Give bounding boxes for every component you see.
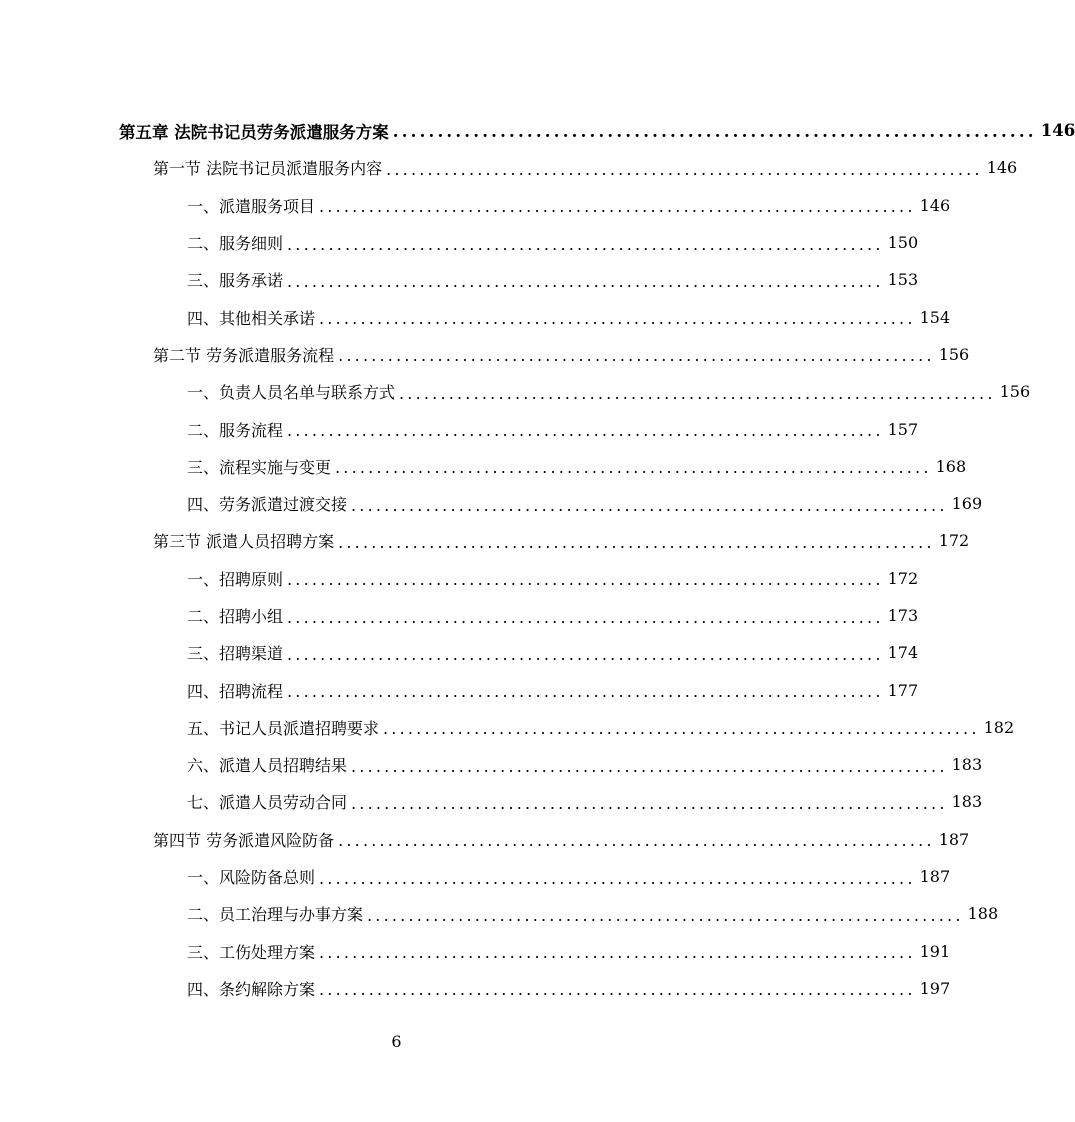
toc-entry-page: 172	[887, 568, 919, 588]
toc-entry-item[interactable]	[0, 373, 1031, 410]
toc-entry-item[interactable]	[0, 858, 951, 895]
toc-entry-page: 168	[935, 456, 967, 476]
toc-entry-label: 七、派遣人员劳动合同	[187, 793, 348, 813]
toc-dot-leader: ........................................................................	[351, 495, 948, 515]
toc-entry-page: 146	[986, 158, 1018, 178]
toc-entry-page: 173	[887, 606, 919, 625]
toc-entry-label: 二、招聘小组	[187, 607, 284, 626]
toc-dot-leader: ........................................................................	[386, 159, 983, 179]
toc-entry-label: 二、服务流程	[187, 420, 284, 440]
toc-entry-section-3[interactable]	[0, 522, 970, 559]
toc-entry-page: 150	[887, 233, 919, 253]
toc-entry-item[interactable]	[0, 448, 967, 485]
toc-entry-page: 154	[919, 307, 951, 327]
toc-entry-item[interactable]	[0, 224, 919, 261]
toc-entry-label: 第四节 劳务派遣风险防备	[153, 830, 335, 850]
table-of-contents	[0, 112, 1075, 1007]
toc-entry-label: 第一节 法院书记员派遣服务内容	[153, 159, 383, 179]
toc-dot-leader: ........................................................................	[335, 458, 932, 478]
toc-entry-page: 197	[919, 978, 951, 998]
toc-entry-item[interactable]	[0, 933, 951, 970]
toc-entry-item[interactable]	[0, 709, 1015, 746]
toc-dot-leader: ........................................................................	[287, 271, 884, 291]
toc-entry-page: 174	[887, 643, 919, 663]
toc-entry-page: 187	[938, 829, 970, 849]
toc-entry-label: 第五章 法院书记员劳务派遣服务方案	[119, 122, 389, 142]
toc-entry-item[interactable]	[0, 783, 983, 820]
toc-entry-page: 146	[919, 195, 951, 215]
toc-entry-label: 三、服务承诺	[187, 271, 284, 291]
toc-dot-leader: ........................................................................	[287, 607, 884, 627]
toc-entry-label: 三、流程实施与变更	[187, 457, 332, 477]
toc-dot-leader: ........................................................................	[392, 122, 1037, 142]
toc-entry-page: 183	[951, 792, 983, 812]
toc-entry-page: 146	[1040, 121, 1075, 141]
toc-dot-leader: ........................................................................	[287, 421, 884, 441]
toc-entry-label: 第三节 派遣人员招聘方案	[153, 532, 335, 552]
toc-dot-leader: ........................................................................	[338, 831, 935, 851]
page-number: 6	[391, 1032, 402, 1051]
toc-entry-item[interactable]	[0, 261, 919, 298]
toc-entry-label: 一、派遣服务项目	[187, 196, 316, 216]
toc-entry-label: 一、负责人员名单与联系方式	[187, 383, 396, 403]
toc-entry-label: 二、员工治理与办事方案	[187, 905, 364, 925]
toc-entry-section-2[interactable]	[0, 336, 970, 373]
toc-dot-leader: ........................................................................	[319, 980, 916, 1000]
toc-entry-label: 一、招聘原则	[187, 569, 284, 589]
toc-dot-leader: ........................................................................	[338, 346, 935, 366]
toc-dot-leader: ........................................................................	[319, 197, 916, 217]
toc-entry-label: 第二节 劳务派遣服务流程	[153, 345, 335, 365]
toc-entry-label: 三、工伤处理方案	[187, 942, 316, 962]
toc-entry-item[interactable]	[0, 634, 919, 671]
toc-entry-page: 188	[967, 904, 999, 924]
toc-dot-leader: ........................................................................	[287, 644, 884, 664]
toc-entry-page: 182	[983, 717, 1015, 737]
toc-entry-label: 四、招聘流程	[187, 681, 284, 701]
toc-entry-page: 183	[951, 755, 983, 775]
toc-dot-leader: ........................................................................	[399, 383, 996, 403]
toc-dot-leader: ........................................................................	[319, 943, 916, 963]
toc-entry-label: 二、服务细则	[187, 234, 284, 254]
toc-entry-page: 191	[919, 941, 951, 961]
toc-dot-leader: ........................................................................	[287, 682, 884, 702]
toc-entry-item[interactable]	[0, 895, 999, 932]
toc-entry-page: 156	[999, 382, 1031, 402]
toc-entry-item[interactable]	[0, 746, 983, 783]
toc-entry-page: 187	[919, 867, 951, 887]
toc-entry-item[interactable]	[0, 597, 919, 634]
toc-entry-page: 156	[938, 344, 970, 364]
toc-entry-page: 172	[938, 531, 970, 551]
toc-entry-label: 四、劳务派遣过渡交接	[187, 495, 348, 515]
toc-entry-section-1[interactable]	[0, 149, 1018, 186]
toc-dot-leader: ........................................................................	[338, 532, 935, 552]
toc-entry-label: 四、条约解除方案	[187, 979, 316, 999]
toc-dot-leader: ........................................................................	[351, 793, 948, 813]
toc-entry-item[interactable]	[0, 410, 919, 447]
toc-entry-chapter-5[interactable]	[0, 112, 1075, 149]
toc-dot-leader: ........................................................................	[319, 309, 916, 329]
toc-entry-page: 177	[887, 680, 919, 700]
toc-dot-leader: ........................................................................	[287, 570, 884, 590]
toc-entry-item[interactable]	[0, 671, 919, 708]
toc-entry-label: 一、风险防备总则	[187, 868, 316, 888]
toc-dot-leader: ........................................................................	[383, 719, 980, 739]
toc-entry-item[interactable]	[0, 298, 951, 335]
toc-dot-leader: ........................................................................	[367, 905, 964, 925]
toc-entry-item[interactable]	[0, 485, 983, 522]
toc-entry-label: 四、其他相关承诺	[187, 308, 316, 328]
toc-entry-item[interactable]	[0, 187, 951, 224]
toc-entry-page: 153	[887, 270, 919, 290]
toc-entry-page: 169	[951, 494, 983, 514]
toc-entry-page: 157	[887, 419, 919, 439]
toc-entry-item[interactable]	[0, 970, 951, 1007]
toc-dot-leader: ........................................................................	[351, 756, 948, 776]
toc-dot-leader: ........................................................................	[319, 868, 916, 888]
toc-entry-label: 三、招聘渠道	[187, 644, 284, 664]
toc-entry-item[interactable]	[0, 560, 919, 597]
toc-entry-section-4[interactable]	[0, 821, 970, 858]
toc-entry-label: 五、书记人员派遣招聘要求	[187, 718, 380, 738]
toc-dot-leader: ........................................................................	[287, 234, 884, 254]
toc-entry-label: 六、派遣人员招聘结果	[187, 756, 348, 776]
